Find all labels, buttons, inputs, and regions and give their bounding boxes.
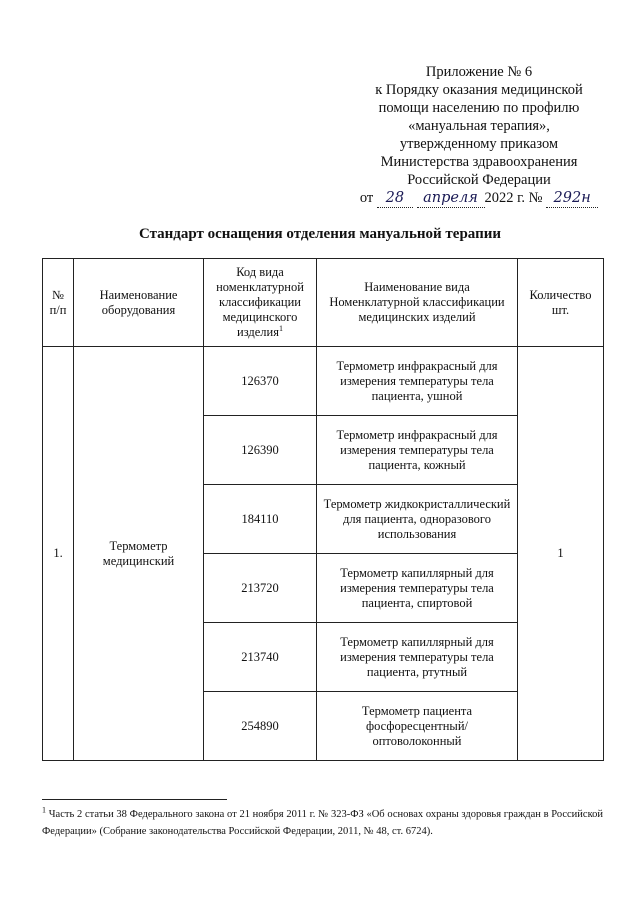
name-cell: Термометр инфракрасный для измерения температуры тела пациента, ушной [317, 347, 518, 416]
footnote-divider [42, 799, 227, 800]
column-header-qty: Количество шт. [518, 259, 604, 347]
footnote-mark: 1 [42, 805, 46, 815]
column-header-num: № п/п [43, 259, 74, 347]
header-line: Министерства здравоохранения [380, 154, 578, 170]
order-month-handwritten: апреля [417, 189, 485, 208]
header-line: утвержденному приказом [399, 136, 559, 152]
order-prefix: от [359, 190, 374, 206]
name-cell: Термометр жидкокристаллический для пациента, одноразового использования [317, 485, 518, 554]
order-number-handwritten: 292н [546, 189, 598, 208]
header-line: Российской Федерации [407, 172, 551, 188]
quantity-cell: 1 [518, 347, 604, 761]
header-line: помощи населению по профилю [378, 100, 580, 116]
column-header-name: Наименование вида Номенклатурной классификации медицинских изделий [317, 259, 518, 347]
order-year: 2022 г. № [484, 190, 543, 206]
equipment-name: Термометр медицинский [74, 347, 204, 761]
table-header-row [43, 259, 604, 347]
header-line: «мануальная терапия», [408, 118, 550, 134]
order-day-handwritten: 28 [377, 189, 413, 208]
column-header-code [204, 259, 317, 347]
order-line [340, 189, 618, 208]
name-cell: Термометр капиллярный для измерения температуры тела пациента, спиртовой [317, 554, 518, 623]
code-cell: 213720 [204, 554, 317, 623]
row-number: 1. [43, 347, 74, 761]
code-cell: 254890 [204, 692, 317, 761]
table-row [43, 347, 604, 416]
code-cell: 213740 [204, 623, 317, 692]
header-line: к Порядку оказания медицинской [375, 82, 583, 98]
code-cell: 126390 [204, 416, 317, 485]
appendix-header [340, 63, 618, 208]
page-title: Стандарт оснащения отделения мануальной терапии [138, 226, 502, 242]
footnote-text: Часть 2 статьи 38 Федерального закона от 21 ноября 2011 г. № 323-ФЗ «Об основах охраны здоровья граждан в Российской Федерации» (Собрание законодательства Российской Федерации, 2011, № 48, ст. 6724). [42, 809, 604, 837]
column-header-equipment: Наименование оборудования [74, 259, 204, 347]
appendix-number: Приложение № 6 [425, 64, 533, 80]
footnote-ref: 1 [279, 323, 283, 333]
column-header-code-text: Код вида номенклатурной классификации медицинского изделия [216, 265, 304, 339]
code-cell: 126370 [204, 347, 317, 416]
name-cell: Термометр инфракрасный для измерения температуры тела пациента, кожный [317, 416, 518, 485]
equipment-table [42, 258, 604, 761]
code-cell: 184110 [204, 485, 317, 554]
name-cell: Термометр пациента фосфоресцентный/ оптоволоконный [317, 692, 518, 761]
footnote [42, 806, 603, 840]
name-cell: Термометр капиллярный для измерения температуры тела пациента, ртутный [317, 623, 518, 692]
